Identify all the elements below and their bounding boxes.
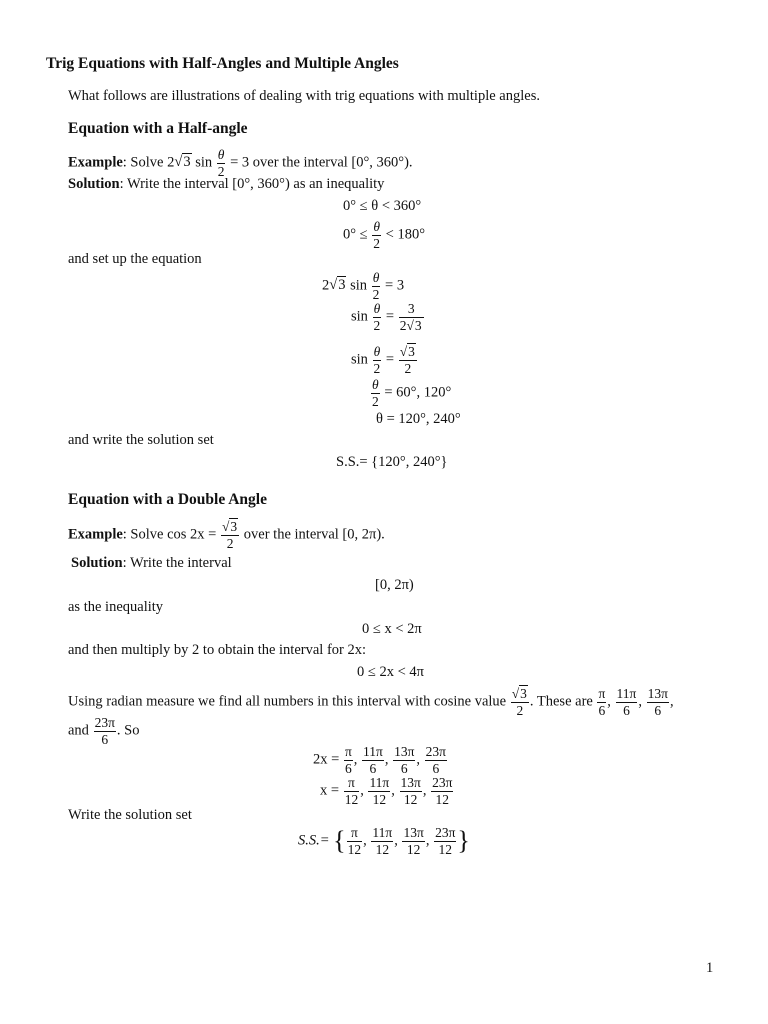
setup-text: and set up the equation [68,251,202,267]
equation-2x-values: 2x = $\frac{\pi}{6}$ , $\frac{11\pi}{6}$ , $\frac{13\pi}{6}$ , $\frac{23\pi}{6}$ [313,744,446,776]
solution-set-double-angle: S.S.= { $\frac{\pi}{12}$ , $\frac{11\pi}{12}$ , $\frac{13\pi}{12}$ , $\frac{23\pi}{12}$ } [298,825,470,857]
equation-step-5: θ = 120°, 240° [376,411,461,427]
multiply-text: and then multiply by 2 to obtain the interval for 2x: [68,642,367,658]
solution-half-angle: Solution: Write the interval [0°, 360°) as an inequality [68,176,385,192]
equation-step-1: 2√3 sin $\frac{\theta}{2}$ = 3 [322,270,405,302]
interval-0-2pi: [0, 2π) [375,577,414,593]
solution-double-angle: Solution: Write the interval [71,555,232,571]
write-solution-text: and write the solution set [68,432,214,448]
radian-text: Using radian measure we find all numbers in this interval with cosine value $\frac{√3}{2}$ . These are $\frac{\pi}{6}$ , $\frac{11\pi}{6}$ , $\frac{13\pi}{6}$ , [68,686,674,718]
inequality-theta: 0° ≤ θ < 360° [343,198,422,214]
section-heading-half-angle: Equation with a Half-angle [68,120,248,137]
equation-step-2: sin $\frac{\theta}{2}$ = $\frac{3}{2√3}$ [351,301,422,333]
intro-text: What follows are illustrations of dealing with trig equations with multiple angles. [68,88,540,104]
and-23pi-text: and $\frac{23\pi}{6}$ . So [68,715,140,747]
write-solution-set-text: Write the solution set [68,807,192,823]
as-inequality-text: as the inequality [68,599,164,615]
equation-step-4: $\frac{\theta}{2}$ = 60°, 120° [372,377,452,409]
section-heading-double-angle: Equation with a Double Angle [68,491,267,508]
solution-set-half-angle: S.S.= {120°, 240°} [336,454,448,470]
example-half-angle: Example: Solve 2√3 sin $\frac{\theta}{2}$ = 3 over the interval [0°, 360°). [68,147,413,179]
example-double-angle: Example: Solve cos 2x = $\frac{√3}{2}$ over the interval [0, 2π). [68,519,385,551]
page-title: Trig Equations with Half-Angles and Multiple Angles [46,55,399,72]
equation-step-3: sin $\frac{\theta}{2}$ = $\frac{√3}{2}$ [351,344,415,376]
inequality-x: 0 ≤ x < 2π [362,621,422,637]
inequality-half-theta: 0° ≤ $\frac{\theta}{2}$ < 180° [343,219,425,251]
equation-x-values: x = $\frac{\pi}{12}$ , $\frac{11\pi}{12}$ , $\frac{13\pi}{12}$ , $\frac{23\pi}{12}$ [320,775,453,807]
inequality-2x: 0 ≤ 2x < 4π [357,664,424,680]
page-number: 1 [706,960,714,976]
